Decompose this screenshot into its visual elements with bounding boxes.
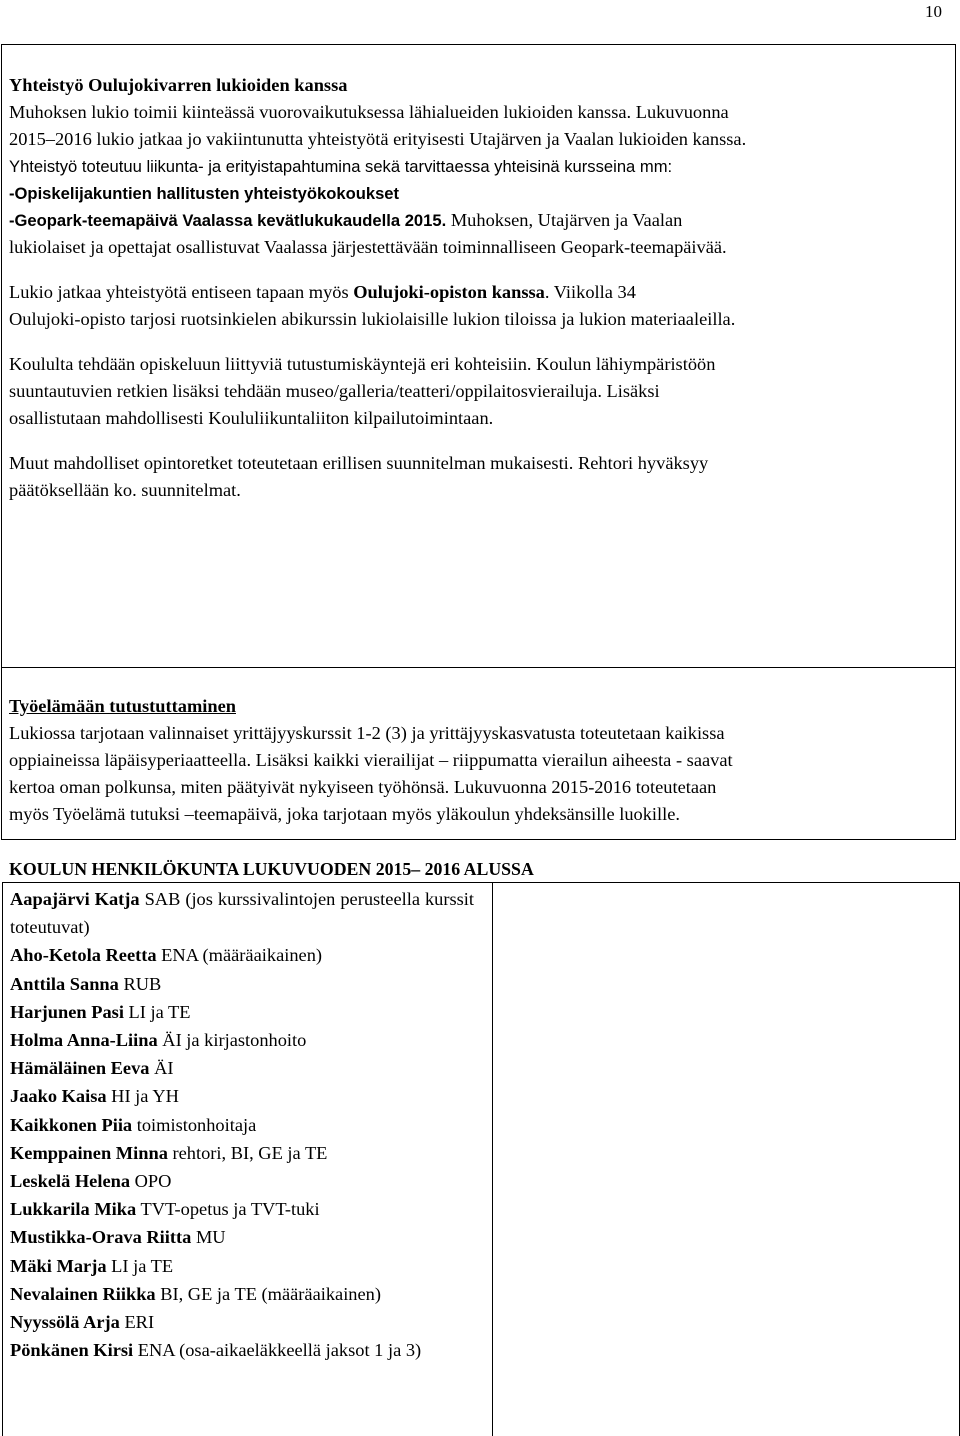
cooperation-para2-post: . Viikolla 34 (544, 282, 636, 302)
staff-member (10, 1280, 474, 1308)
staff-member-role: RUB (118, 973, 162, 994)
staff-member-role: LI ja TE (123, 1001, 191, 1022)
staff-member-name: Mäki Marja (10, 1255, 107, 1276)
staff-member-name: Mustikka-Orava Riitta (10, 1227, 192, 1248)
cooperation-para1-line1: Muhoksen lukio toimii kiinteässä vuorovaikutuksessa lähialueiden lukioiden kanssa. Lukuvuonna (9, 102, 729, 122)
staff-member (10, 941, 474, 969)
worklife-line1: Lukiossa tarjotaan valinnaiset yrittäjyyskurssit 1-2 (3) ja yrittäjyyskasvatusta toteutetaan kaikissa (9, 723, 725, 743)
cooperation-item-2-line (9, 207, 941, 234)
staff-member-name: Nyyssölä Arja (10, 1312, 120, 1333)
staff-member-role: ERI (119, 1312, 155, 1333)
staff-member (10, 1082, 474, 1110)
staff-title: KOULUN HENKILÖKUNTA LUKUVUODEN 2015– 2016 ALUSSA (9, 859, 534, 879)
staff-member-role: ÄI ja kirjastonhoito (157, 1030, 307, 1051)
staff-member (10, 1252, 474, 1280)
staff-member-name: Kemppainen Minna (10, 1142, 168, 1163)
worklife-line4: myös Työelämä tutuksi –teemapäivä, joka tarjotaan myös yläkoulun yhdeksänsille luokille. (9, 804, 681, 824)
staff-member-role: ÄI (149, 1058, 174, 1079)
staff-member (10, 1336, 474, 1364)
staff-member (10, 970, 474, 998)
staff-member (10, 1167, 474, 1195)
cooperation-para1-line2: 2015–2016 lukio jatkaa jo vakiintunutta yhteistyötä erityisesti Utajärven ja Vaalan lukioiden kanssa. (9, 129, 747, 149)
staff-member-role: OPO (130, 1171, 172, 1192)
staff-member (10, 998, 474, 1026)
staff-member-name: Aapajärvi Katja (10, 889, 140, 909)
staff-member-role: ENA (osa-aikaeläkkeellä jaksot 1 ja 3) (133, 1340, 422, 1361)
cooperation-para1-line6: lukiolaiset ja opettajat osallistuvat Vaalassa järjestettävään toiminnalliseen Geopark-teemapäivää. (9, 237, 727, 257)
worklife-line2: oppiaineissa läpäisyperiaatteella. Lisäksi kaikki vierailijat – riippumatta vierailun aiheesta - saavat (9, 750, 733, 770)
cooperation-heading: Yhteistyö Oulujokivarren lukioiden kanssa (9, 75, 348, 95)
staff-member (10, 1054, 474, 1082)
staff-member-name: Aho-Ketola Reetta (10, 945, 157, 966)
staff-member (10, 1111, 474, 1139)
staff-member-name: Leskelä Helena (10, 1171, 131, 1192)
cooperation-para2-line2: Oulujoki-opisto tarjosi ruotsinkielen abikurssin lukiolaisille lukion tiloissa ja lukion materiaaleilla. (9, 309, 736, 329)
staff-member-name: Nevalainen Riikka (10, 1283, 156, 1304)
staff-member-name: Kaikkonen Piia (10, 1114, 133, 1135)
cooperation-para2-pre: Lukio jatkaa yhteistyötä entiseen tapaan myös (9, 282, 354, 302)
staff-member (10, 1223, 474, 1251)
staff-member-role: HI ja YH (106, 1086, 179, 1107)
staff-member-name: Holma Anna-Liina (10, 1030, 158, 1051)
staff-table (2, 882, 960, 1436)
cooperation-para4-line2: päätöksellään ko. suunnitelmat. (9, 480, 241, 500)
worklife-line3: kertoa oman polkunsa, miten päätyivät nykyiseen työhönsä. Lukuvuonna 2015-2016 toteutetaan (9, 777, 717, 797)
staff-member-name: Lukkarila Mika (10, 1199, 137, 1220)
staff-member-role: toimistonhoitaja (132, 1114, 257, 1135)
staff-member-name: Anttila Sanna (10, 973, 119, 994)
staff-member-name: Hämäläinen Eeva (10, 1058, 150, 1079)
staff-member-name: Harjunen Pasi (10, 1001, 124, 1022)
cooperation-para4-line1: Muut mahdolliset opintoretket toteutetaan erillisen suunnitelman mukaisesti. Rehtori hyväksyy (9, 453, 709, 473)
cooperation-item-2: -Geopark-teemapäivä Vaalassa kevätlukukaudella 2015. (9, 211, 447, 230)
cooperation-para3-line2: suuntautuvien retkien lisäksi tehdään museo/galleria/teatteri/oppilaitosvierailuja. Lisäksi (9, 381, 660, 401)
staff-member (10, 1026, 474, 1054)
staff-member-role: ENA (määräaikainen) (156, 945, 323, 966)
worklife-heading: Työelämään tutustuttaminen (9, 696, 236, 716)
staff-member-role: TVT-opetus ja TVT-tuki (136, 1199, 320, 1220)
staff-member-name: Jaako Kaisa (10, 1086, 107, 1107)
staff-member-role: SAB (jos kurssivalintojen perusteella kurssit toteutuvat) (10, 889, 475, 938)
staff-column-divider (492, 883, 493, 1436)
staff-list (10, 885, 474, 1364)
staff-member (10, 885, 474, 941)
cooperation-para3-line3: osallistutaan mahdollisesti Koululiikuntaliiton kilpailutoimintaan. (9, 408, 494, 428)
cooperation-list-block (9, 153, 941, 207)
staff-member-role: BI, GE ja TE (määräaikainen) (155, 1283, 381, 1304)
cooperation-para2-bold: Oulujoki-opiston kanssa (353, 282, 545, 302)
cooperation-item-2-cont: Muhoksen, Utajärven ja Vaalan (446, 210, 683, 230)
staff-member-role: MU (191, 1227, 226, 1248)
staff-member (10, 1195, 474, 1223)
cooperation-item-1: -Opiskelijakuntien hallitusten yhteistyökokoukset (9, 184, 400, 203)
staff-member-role: rehtori, BI, GE ja TE (167, 1142, 328, 1163)
staff-member-name: Pönkänen Kirsi (10, 1340, 134, 1361)
cooperation-para2-line1 (9, 279, 941, 306)
staff-member (10, 1139, 474, 1167)
worklife-content (9, 693, 941, 828)
cooperation-para3-line1: Koululta tehdään opiskeluun liittyviä tutustumiskäyntejä eri kohteisiin. Koulun lähiympäristöön (9, 354, 716, 374)
cooperation-para1-line3: Yhteistyö toteutuu liikunta- ja erityistapahtumina sekä tarvittaessa yhteisinä kursseina mm: (9, 157, 673, 176)
staff-member (10, 1308, 474, 1336)
page-number: 10 (925, 2, 942, 21)
staff-member-role: LI ja TE (106, 1255, 174, 1276)
cooperation-content (9, 72, 941, 504)
